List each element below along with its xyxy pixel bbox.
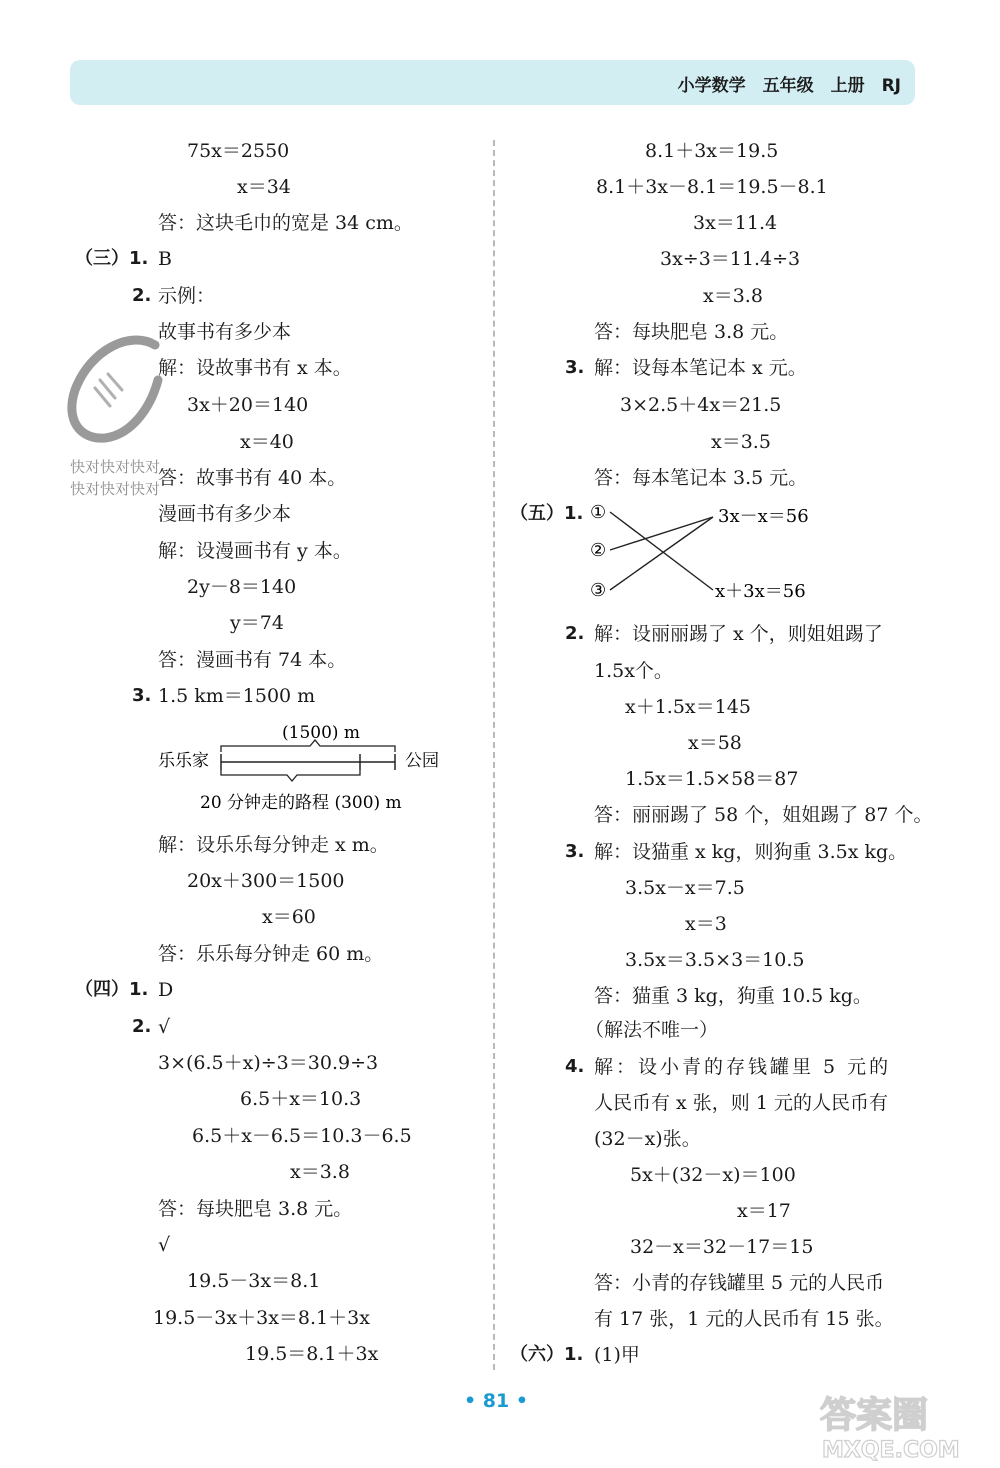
solution-line: 解：设猫重 x kg，则狗重 3.5x kg。 — [594, 841, 908, 863]
header-band — [70, 60, 915, 105]
equation-line: 3x＋20＝140 — [187, 394, 309, 416]
answer-line: 答：小青的存钱罐里 5 元的人民币 — [594, 1272, 885, 1294]
stamp-text — [70, 456, 160, 500]
question-number: 3. — [565, 357, 585, 378]
answer-line: D — [158, 979, 174, 1001]
solution-line: 人民币有 x 张，则 1 元的人民币有 — [594, 1092, 888, 1114]
check-mark: √ — [158, 1234, 171, 1256]
equation-line: x＝3.5 — [711, 431, 771, 453]
equation-line: 5x＋(32－x)＝100 — [630, 1164, 796, 1186]
diagram-top-label: (1500) m — [282, 723, 361, 743]
header-title: 小学数学 五年级 上册 RJ — [677, 76, 901, 96]
answer-line: 答：这块毛巾的宽是 34 cm。 — [158, 212, 413, 234]
equation-line: 19.5－3x＋3x＝8.1＋3x — [153, 1307, 370, 1329]
watermark-logo-icon — [810, 1385, 990, 1465]
question-number: 2. — [565, 623, 585, 644]
equation-line: x＝34 — [237, 176, 291, 198]
section-4-label: （四）1. — [75, 979, 149, 1000]
equation-line: x＝3 — [685, 913, 727, 935]
answer-line: 有 17 张，1 元的人民币有 15 张。 — [594, 1308, 894, 1330]
equation-line: 19.5＝8.1＋3x — [245, 1343, 379, 1365]
equation-line: x＝60 — [262, 906, 316, 928]
segment-diagram — [155, 718, 455, 818]
answer-line: 答：漫画书有 74 本。 — [158, 649, 347, 671]
bottom-brace — [221, 770, 360, 781]
solution-line: (32－x)张。 — [594, 1128, 701, 1150]
note-line: （解法不唯一） — [585, 1019, 719, 1041]
match-item-3: ③ — [590, 580, 607, 601]
equation-line: 32－x＝32－17＝15 — [630, 1236, 814, 1258]
equation-line: 1.5 km＝1500 m — [158, 685, 316, 707]
stamp-logo-icon — [60, 330, 170, 445]
diagram-bottom-label: 20 分钟走的路程 (300) m — [200, 793, 402, 813]
equation-line: 75x＝2550 — [187, 140, 290, 162]
diagram-left-label: 乐乐家 — [158, 751, 209, 771]
question-number: 4. — [565, 1056, 585, 1077]
answer-line: B — [158, 248, 172, 270]
answer-line: 答：每块肥皂 3.8 元。 — [594, 321, 789, 343]
equation-line: 2y－8＝140 — [187, 576, 297, 598]
equation-line: x＝40 — [240, 431, 294, 453]
section-5-label: （五）1. — [510, 503, 584, 524]
equation-line: y＝74 — [230, 612, 284, 634]
watermark-line-2: MXQE.COM — [822, 1438, 960, 1463]
text-line: 故事书有多少本 — [158, 321, 292, 343]
equation-line: 3×(6.5＋x)÷3＝30.9÷3 — [158, 1052, 379, 1074]
solution-line: 解：设乐乐每分钟走 x m。 — [158, 834, 389, 856]
question-number: 2. — [132, 285, 152, 306]
match-item-2: ② — [590, 540, 607, 561]
section-6-label: （六）1. — [510, 1344, 584, 1365]
equation-line: 1.5x＝1.5×58＝87 — [625, 768, 799, 790]
equation-line: x＝17 — [737, 1200, 791, 1222]
match-equation-2: x＋3x＝56 — [715, 581, 806, 602]
answer-line: 答：乐乐每分钟走 60 m。 — [158, 943, 384, 965]
solution-line: 解：设故事书有 x 本。 — [158, 357, 352, 379]
equation-line: x＝58 — [688, 732, 742, 754]
solution-line: 解：设小青的存钱罐里 5 元的 — [594, 1056, 892, 1078]
equation-line: 3x÷3＝11.4÷3 — [660, 248, 801, 270]
equation-line: 8.1＋3x－8.1＝19.5－8.1 — [596, 176, 828, 198]
text-line: 漫画书有多少本 — [158, 503, 292, 525]
equation-line: 3x＝11.4 — [693, 212, 778, 234]
equation-line: 6.5＋x＝10.3 — [240, 1088, 362, 1110]
equation-line: 3.5x－x＝7.5 — [625, 877, 745, 899]
question-number: 3. — [132, 685, 152, 706]
watermark-line-1: 答案圈 — [820, 1395, 929, 1436]
answer-line: 答：猫重 3 kg，狗重 10.5 kg。 — [594, 985, 872, 1007]
question-number: 3. — [565, 841, 585, 862]
text-line: 示例： — [158, 285, 216, 307]
equation-line: x＝3.8 — [290, 1161, 350, 1183]
question-number: 2. — [132, 1016, 152, 1037]
check-mark: √ — [158, 1016, 171, 1038]
solution-line: 解：设每本笔记本 x 元。 — [594, 357, 807, 379]
equation-line: x＝3.8 — [703, 285, 763, 307]
equation-line: x＋1.5x＝145 — [625, 696, 751, 718]
match-equation-1: 3x－x＝56 — [718, 506, 809, 527]
match-line — [610, 517, 713, 550]
column-divider — [493, 140, 495, 1370]
equation-line: 19.5－3x＝8.1 — [187, 1270, 321, 1292]
equation-line: 6.5＋x－6.5＝10.3－6.5 — [192, 1125, 412, 1147]
equation-line: 20x＋300＝1500 — [187, 870, 345, 892]
answer-line: 答：丽丽踢了 58 个，姐姐踢了 87 个。 — [594, 804, 933, 826]
equation-line: 3.5x＝3.5×3＝10.5 — [625, 949, 805, 971]
section-3-label: （三）1. — [75, 248, 149, 269]
solution-line: 1.5x个。 — [594, 660, 673, 682]
answer-line: 答：每块肥皂 3.8 元。 — [158, 1198, 353, 1220]
matching-diagram — [585, 500, 825, 605]
equation-line: 3×2.5＋4x＝21.5 — [620, 394, 782, 416]
answer-line: 答：故事书有 40 本。 — [158, 467, 347, 489]
answer-line: (1)甲 — [594, 1344, 640, 1366]
match-item-1: ① — [590, 502, 607, 523]
equation-line: 8.1＋3x＝19.5 — [645, 140, 779, 162]
stamp-line: 快对快对快对 — [70, 458, 161, 476]
diagram-right-label: 公园 — [405, 751, 439, 771]
page-number: • 81 • — [464, 1390, 528, 1412]
stamp-line: 快对快对快对 — [70, 480, 161, 498]
answer-line: 答：每本笔记本 3.5 元。 — [594, 467, 808, 489]
solution-line: 解：设漫画书有 y 本。 — [158, 540, 352, 562]
solution-line: 解：设丽丽踢了 x 个，则姐姐踢了 — [594, 623, 883, 645]
